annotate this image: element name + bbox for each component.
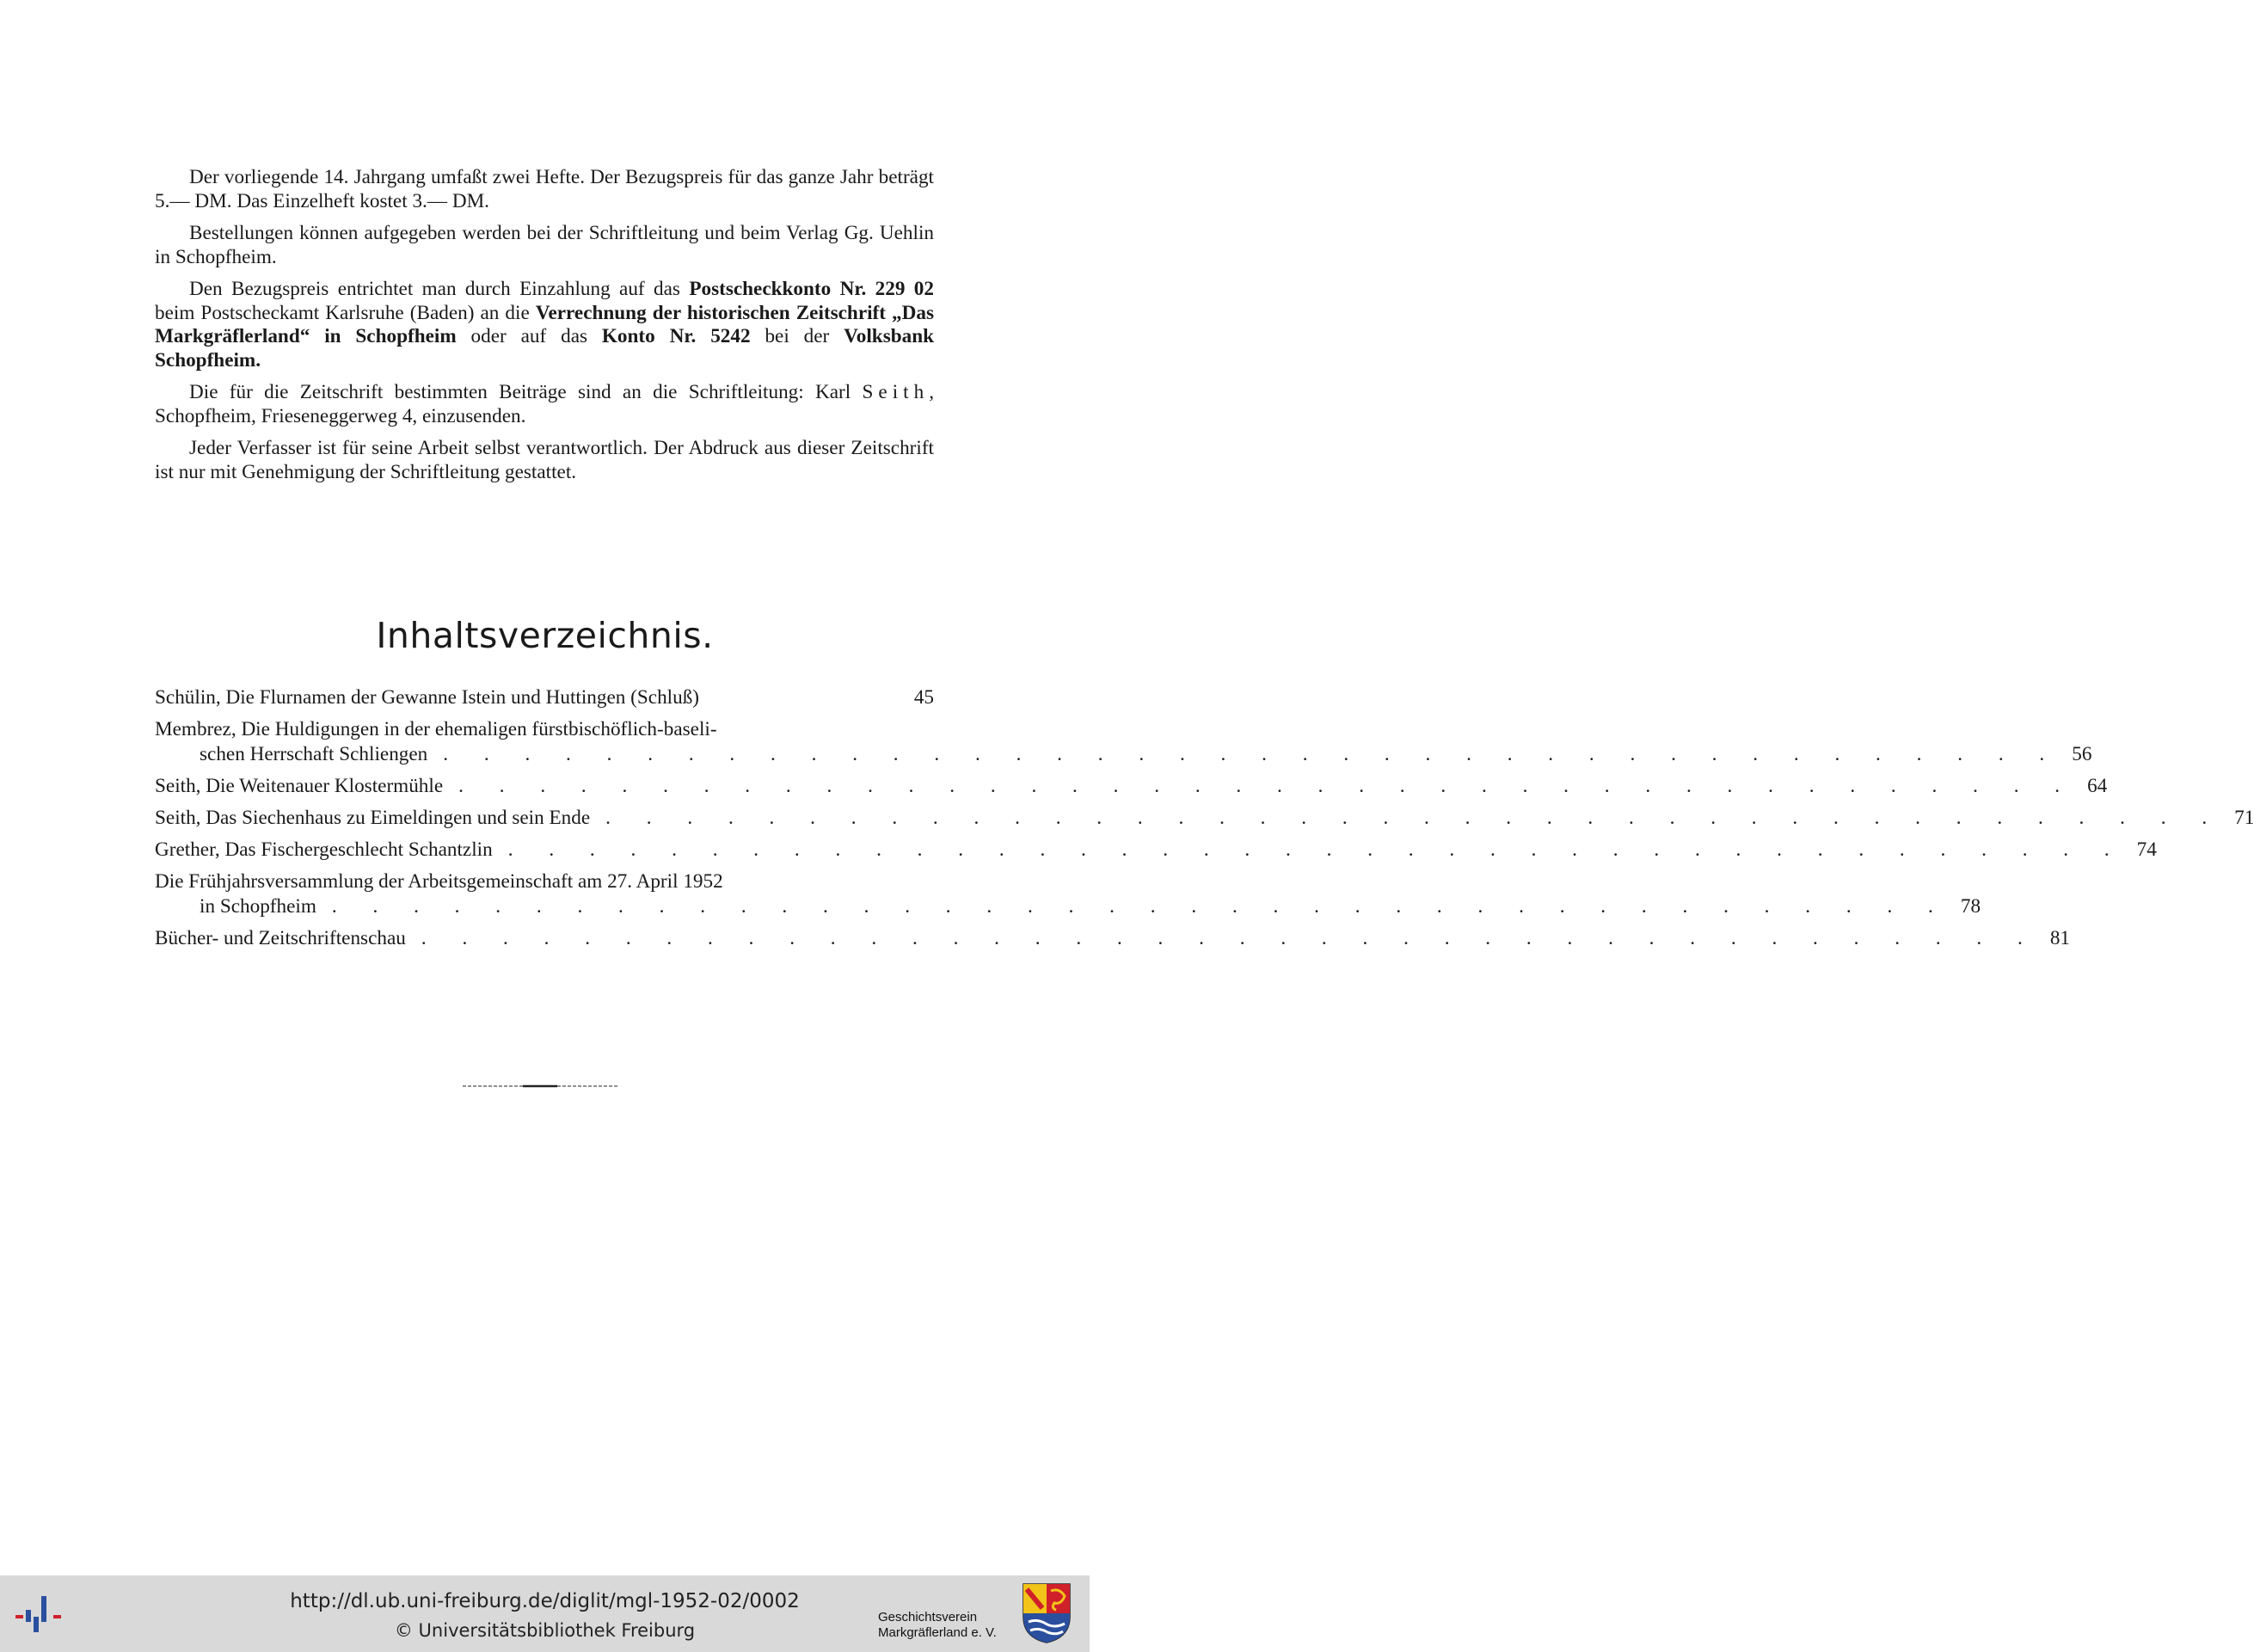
toc-entry[interactable] — [155, 869, 1981, 919]
p3-text-c: beim Postscheckamt Karlsruhe (Baden) an die — [155, 301, 536, 324]
toc-entry-title: Seith, Die Weitenauer Klostermühle — [155, 775, 444, 797]
bank-name: Volksbank Schopfheim. — [155, 325, 935, 372]
toc-page-number: 64 — [2087, 775, 2108, 797]
toc-leader-dots: . . . . . . . . . . . . . . . . . . . . . . . . . . . . . . . . . . . . . . . . — [443, 743, 2061, 765]
clearing-account: Verrechnung der historischen Zeitschrift „Das Markgräflerland“ in Schopfheim — [155, 301, 935, 347]
intro-paragraph-5: Jeder Verfasser ist für seine Arbeit selbst verantwortlich. Der Abdruck aus dieser Zeitschrift ist nur mit Genehmigung der Schriftleitung gestattet. — [155, 437, 934, 483]
intro-paragraph-1: Der vorliegende 14. Jahrgang umfaßt zwei Hefte. Der Bezugspreis für das ganze Jahr beträgt 5.— DM. Das Einzelheft kostet 3.— DM. — [155, 166, 934, 212]
divider-ornament — [463, 1084, 617, 1089]
toc-leader-dots: . . . . . . . . . . . . . . . . . . . . . . . . . . . . . . . . . . . . . . . . — [331, 895, 1949, 918]
toc-entry-title: Membrez, Die Huldigungen in der ehemaligen fürstbischöflich-baseli- — [155, 718, 717, 740]
toc-entry-title: Schülin, Die Flurnamen der Gewanne Istein und Huttingen (Schluß) — [155, 686, 700, 709]
toc-page-number: 81 — [2049, 927, 2070, 949]
toc-title: Inhaltsverzeichnis. — [376, 615, 714, 656]
table-of-contents — [155, 685, 2254, 958]
footer-bar — [0, 1575, 1090, 1652]
toc-leader-dots: . . . . . . . . . . . . . . . . . . . . . . . . . . . . . . . . . . . . . . . . — [458, 775, 2076, 797]
society-line-2: Markgräflerland e. V. — [878, 1625, 997, 1640]
source-url[interactable]: http://dl.ub.uni-freiburg.de/diglit/mgl-1952-02/0002 — [290, 1590, 800, 1612]
toc-entry-title-continued: in Schopfheim — [200, 895, 316, 918]
intro-paragraph-4 — [155, 381, 934, 428]
postscheck-account: Postscheckkonto Nr. 229 02 — [689, 278, 934, 300]
toc-leader-dots: . . . . . . . . . . . . . . . . . . . . . . . . . . . . . . . . . . . . . . . . — [507, 838, 2125, 861]
editor-name: Seith — [862, 381, 930, 403]
toc-entry[interactable] — [155, 685, 934, 710]
toc-page-number: 56 — [2072, 743, 2092, 765]
coat-of-arms-icon — [1022, 1582, 1072, 1644]
p4-text-c: , Schopfheim, Frieseneggerweg 4, einzusenden. — [155, 381, 934, 427]
toc-leader-dots: . . . . . . . . . . . . . . . . . . . . . . . . . . . . . . . . . . . . . . . . — [421, 927, 2038, 949]
toc-entry-title-continued: schen Herrschaft Schliengen — [200, 743, 428, 765]
toc-page-number: 78 — [1960, 895, 1981, 918]
toc-entry[interactable] — [155, 926, 2070, 951]
toc-entry[interactable] — [155, 774, 2108, 799]
toc-entry-title: Bücher- und Zeitschriftenschau — [155, 927, 406, 949]
subscription-info — [155, 166, 934, 493]
society-line-1: Geschichtsverein — [878, 1610, 978, 1624]
copyright: © Universitätsbibliothek Freiburg — [394, 1620, 696, 1641]
toc-page-number: 71 — [2234, 807, 2254, 829]
p3-text-a: Den Bezugspreis entrichtet man durch Einzahlung auf das — [189, 278, 690, 300]
toc-entry[interactable] — [155, 806, 2254, 831]
toc-page-number: 45 — [913, 686, 934, 709]
toc-entry-title: Seith, Das Siechenhaus zu Eimeldingen und sein Ende — [155, 807, 591, 829]
toc-entry[interactable] — [155, 717, 2092, 767]
intro-paragraph-3 — [155, 278, 934, 372]
toc-entry-title: Die Frühjahrsversammlung der Arbeitsgemeinschaft am 27. April 1952 — [155, 870, 723, 893]
p4-text-a: Die für die Zeitschrift bestimmten Beiträge sind an die Schriftleitung: Karl — [189, 381, 863, 403]
bank-account: Konto Nr. 5242 — [601, 325, 751, 347]
p3-text-g: bei der — [750, 325, 844, 347]
society-name — [878, 1610, 997, 1641]
p3-text-e: oder auf das — [456, 325, 602, 347]
toc-leader-dots: . . . . . . . . . . . . . . . . . . . . . . . . . . . . . . . . . . . . . . . . — [605, 807, 2223, 829]
toc-entry[interactable] — [155, 838, 2157, 863]
intro-paragraph-2: Bestellungen können aufgegeben werden bei der Schriftleitung und beim Verlag Gg. Uehlin in Schopfheim. — [155, 222, 934, 268]
toc-page-number: 74 — [2136, 838, 2157, 861]
toc-entry-title: Grether, Das Fischergeschlecht Schantzlin — [155, 838, 493, 861]
